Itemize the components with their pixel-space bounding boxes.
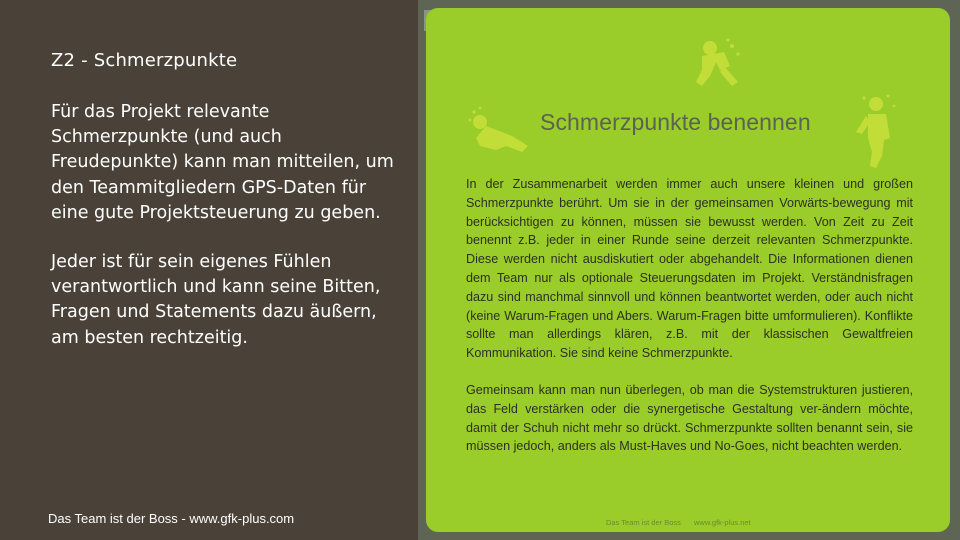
- slide-title: Z2 - Schmerzpunkte: [51, 50, 238, 71]
- left-panel: [0, 0, 418, 540]
- card-paragraph: Gemeinsam kann man nun überlegen, ob man die Systemstrukturen justieren, das Feld verstärken oder die synergetische Gestaltung ver-ändern möchte, damit der Schuh nicht mehr so drückt. Schmerzpunkte sollten benannt sein, sie müssen jedoch, anders als Must-Haves und No-Goes, nicht beachten werden.: [466, 382, 913, 454]
- card-footer-left: Das Team ist der Boss: [606, 518, 681, 527]
- slide-footer: Das Team ist der Boss - www.gfk-plus.com: [48, 511, 295, 526]
- stumbling-figure-icon: [690, 32, 750, 92]
- fallen-figure-icon: [466, 102, 536, 162]
- card-paragraph: In der Zusammenarbeit werden immer auch unsere kleinen und großen Schmerzpunkte berührt. Um sie in der gemeinsamen Vorwärts-bewegung mit berücksichtigen zu können, müssen sie bewusst werden. Von Zeit zu Zeit benennt z.B. jeder in einer Runde seine derzeit relevanten Schmerzpunkte. Diese werden nicht ausdiskutiert oder abgehandelt. Die Informationen dienen dem Team nur als optionale Steuerungsdaten im Projekt. Verständnisfragen dazu sind manchmal sinnvoll und können beantwortet werden, oder auch nicht (keine Warum-Fragen und Abers. Warum-Fragen bitte umformulieren). Konflikte sollte man allerdings klären, z.B. mit der klassischen Gewaltfreien Kommunikation. Sie sind keine Schmerzpunkte.: [466, 177, 913, 361]
- card-heading: Schmerzpunkte benennen: [540, 109, 811, 135]
- slide-paragraph: Für das Projekt relevante Schmerzpunkte (und auch Freudepunkte) kann man mitteilen, um den Teammitgliedern GPS-Daten für eine gute Projektsteuerung zu geben.: [51, 102, 394, 223]
- card-text: [466, 175, 913, 474]
- slide-body: [51, 100, 396, 375]
- limping-figure-icon: [846, 92, 906, 172]
- card-footer-right: www.gfk-plus.net: [694, 518, 751, 527]
- slide-paragraph: Jeder ist für sein eigenes Fühlen verantwortlich und kann seine Bitten, Fragen und Statements dazu äußern, am besten rechtzeitig.: [51, 252, 381, 348]
